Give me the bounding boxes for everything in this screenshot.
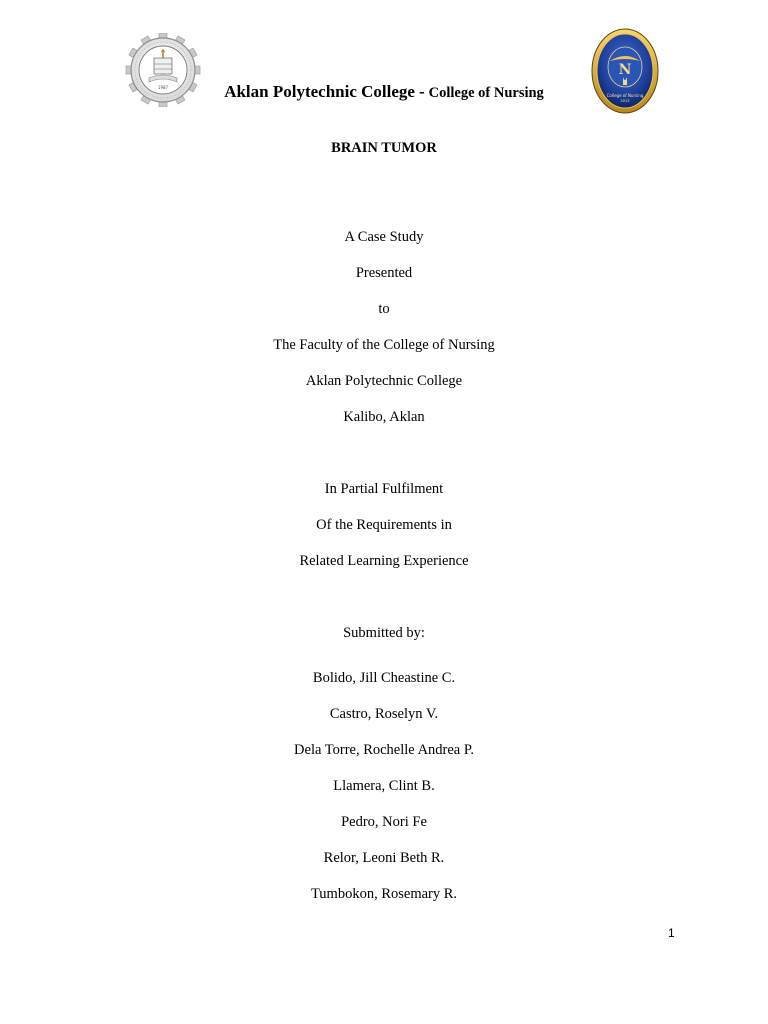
college-name: Aklan Polytechnic College bbox=[224, 82, 415, 101]
presentation-line: The Faculty of the College of Nursing bbox=[273, 337, 495, 353]
svg-text:College of Nursing: College of Nursing bbox=[606, 93, 644, 98]
header-separator: - bbox=[418, 82, 425, 101]
author-name: Llamera, Clint B. bbox=[333, 778, 435, 794]
fulfilment-line: In Partial Fulfilment bbox=[324, 481, 444, 497]
author-name: Relor, Leoni Beth R. bbox=[323, 850, 445, 866]
author-name: Dela Torre, Rochelle Andrea P. bbox=[294, 742, 474, 758]
author-name: Pedro, Nori Fe bbox=[341, 814, 427, 830]
presentation-line: Aklan Polytechnic College bbox=[305, 373, 463, 389]
svg-text:N: N bbox=[618, 62, 632, 78]
svg-text:1987: 1987 bbox=[157, 85, 169, 90]
fulfilment-line: Of the Requirements in bbox=[316, 517, 452, 533]
nursing-seal-logo bbox=[590, 27, 660, 115]
document-title: BRAIN TUMOR bbox=[331, 140, 437, 156]
presentation-line: Presented bbox=[355, 265, 413, 281]
svg-text:2013: 2013 bbox=[620, 99, 630, 103]
department-name: College of Nursing bbox=[428, 85, 544, 101]
presentation-line: A Case Study bbox=[344, 229, 424, 245]
nursing-seal-icon bbox=[590, 27, 660, 115]
fulfilment-line: Related Learning Experience bbox=[299, 553, 469, 569]
submitted-by-label: Submitted by: bbox=[343, 625, 425, 641]
page-number: 1 bbox=[668, 926, 675, 940]
presentation-line: Kalibo, Aklan bbox=[343, 409, 425, 425]
author-name: Tumbokon, Rosemary R. bbox=[310, 886, 458, 902]
author-name: Bolido, Jill Cheastine C. bbox=[312, 670, 456, 686]
presentation-line: to bbox=[378, 301, 390, 317]
author-name: Castro, Roselyn V. bbox=[329, 706, 439, 722]
